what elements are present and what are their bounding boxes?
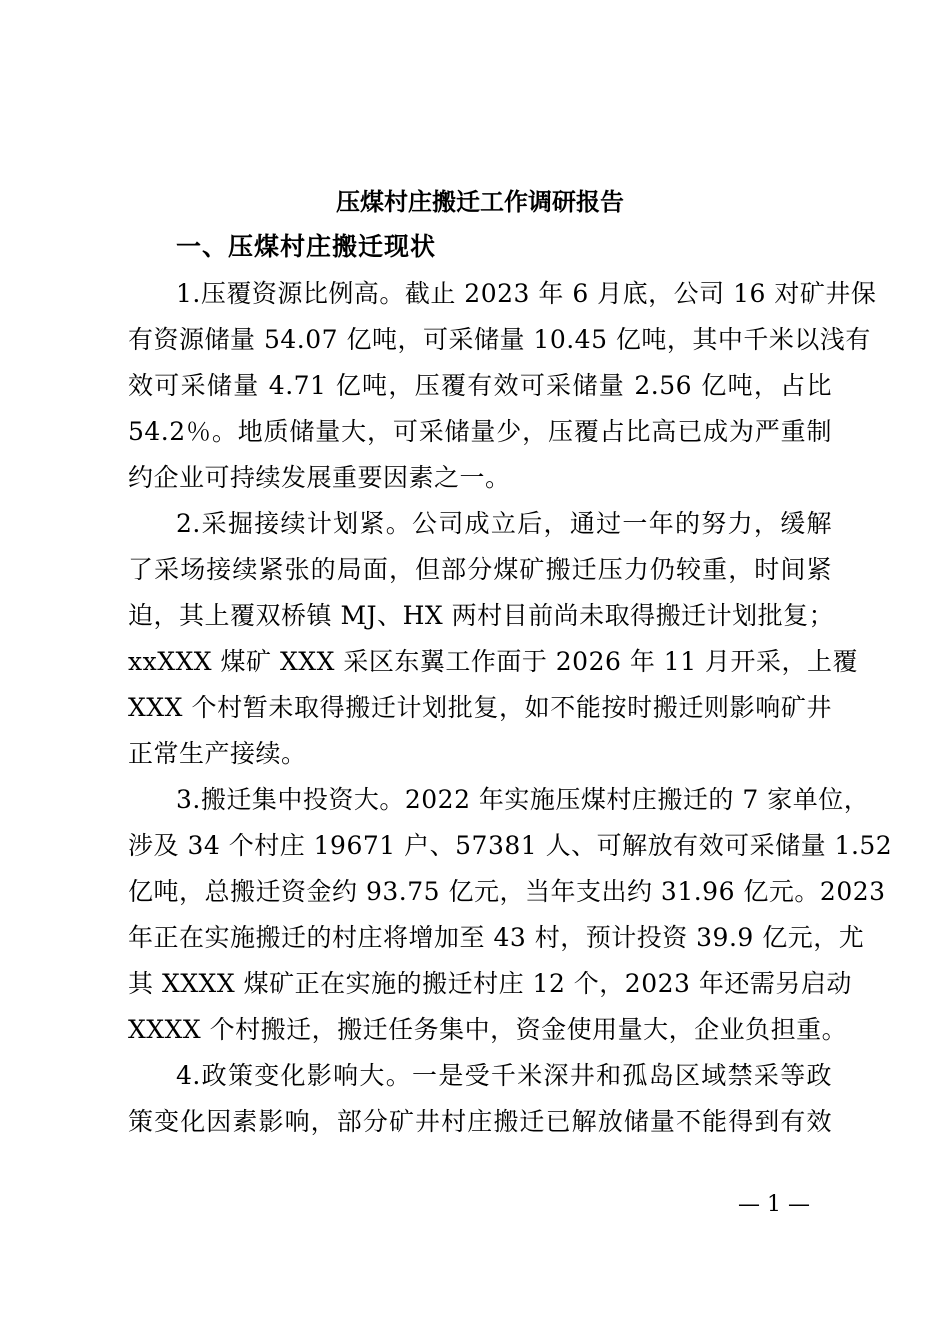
section-heading: 一、压煤村庄搬迁现状	[176, 232, 437, 261]
paragraph-line: 涉及 34 个村庄 19671 户、57381 人、可解放有效可采储量 1.52	[128, 831, 893, 860]
paragraph-line: 亿吨，总搬迁资金约 93.75 亿元，当年支出约 31.96 亿元。2023	[128, 877, 886, 906]
paragraph-line: 正常生产接续。	[128, 739, 307, 768]
paragraph-line: 年正在实施搬迁的村庄将增加至 43 村，预计投资 39.9 亿元，尤	[128, 923, 865, 952]
paragraph-line: 4.政策变化影响大。一是受千米深井和孤岛区域禁采等政	[176, 1061, 832, 1090]
paragraph-line: XXX 个村暂未取得搬迁计划批复，如不能按时搬迁则影响矿井	[128, 693, 832, 722]
paragraph-line: XXXX 个村搬迁，搬迁任务集中，资金使用量大，企业负担重。	[128, 1015, 848, 1044]
paragraph-line: 有资源储量 54.07 亿吨，可采储量 10.45 亿吨，其中千米以浅有	[128, 325, 871, 354]
paragraph-line: 其 XXXX 煤矿正在实施的搬迁村庄 12 个，2023 年还需另启动	[128, 969, 852, 998]
page-number: — 1 —	[738, 1192, 810, 1217]
paragraph-line: 3.搬迁集中投资大。2022 年实施压煤村庄搬迁的 7 家单位，	[176, 785, 870, 814]
paragraph-line: 效可采储量 4.71 亿吨，压覆有效可采储量 2.56 亿吨，占比	[128, 371, 832, 400]
paragraph-line: 2.采掘接续计划紧。公司成立后，通过一年的努力，缓解	[176, 509, 832, 538]
paragraph-line: 约企业可持续发展重要因素之一。	[128, 463, 511, 492]
paragraph-line: 1.压覆资源比例高。截止 2023 年 6 月底，公司 16 对矿井保	[176, 279, 877, 308]
document-title: 压煤村庄搬迁工作调研报告	[336, 187, 624, 216]
paragraph-line: 了采场接续紧张的局面，但部分煤矿搬迁压力仍较重，时间紧	[128, 555, 832, 584]
paragraph-line: 54.2％。地质储量大，可采储量少，压覆占比高已成为严重制	[128, 417, 832, 446]
paragraph-line: 迫，其上覆双桥镇 MJ、HX 两村目前尚未取得搬迁计划批复；	[128, 601, 835, 630]
paragraph-line: xxXXX 煤矿 XXX 采区东翼工作面于 2026 年 11 月开采，上覆	[128, 647, 859, 676]
paragraph-line: 策变化因素影响，部分矿井村庄搬迁已解放储量不能得到有效	[128, 1107, 832, 1136]
